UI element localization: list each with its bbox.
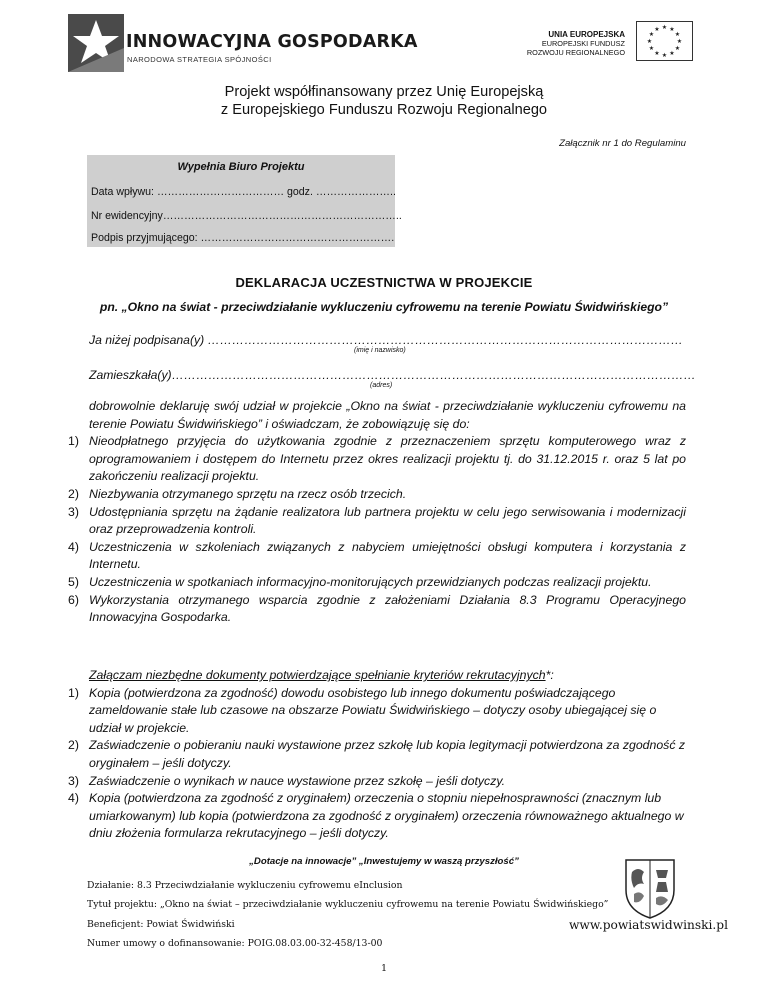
page-number: 1 bbox=[380, 963, 388, 974]
footer-contract-number: Numer umowy o dofinansowanie: POIG.08.03.00-32-458/13-00 bbox=[87, 937, 383, 949]
annex-label: Załącznik nr 1 do Regulaminu bbox=[559, 138, 686, 149]
eu-title: UNIA EUROPEJSKA bbox=[548, 30, 625, 39]
declaration-section bbox=[68, 398, 686, 627]
svg-text:★: ★ bbox=[669, 50, 675, 57]
item-number: 1) bbox=[68, 434, 79, 449]
cofinancing-line-1: Projekt współfinansowany przez Unię Europejską bbox=[224, 84, 544, 100]
svg-text:★: ★ bbox=[654, 26, 660, 33]
list-item bbox=[68, 504, 686, 539]
svg-text:★: ★ bbox=[669, 26, 675, 33]
item-text: Kopia (potwierdzona za zgodność z oryginałem) orzeczenia o stopniu niepełnosprawności (znacznym lub umiarkowanym) lub kopia (potwierdzona za zgodność z oryginałem) orzeczenia równoważnego aktualnego w dniu złożenia formularza rekrutacyjnego – jeśli dotyczy. bbox=[89, 791, 684, 841]
svg-text:★: ★ bbox=[646, 38, 653, 45]
website-link[interactable]: www.powiatswidwinski.pl bbox=[568, 918, 728, 932]
item-text: Uczestniczenia w szkoleniach związanych z nabyciem umiejętności obsługi komputera i korzystania z Internetu. bbox=[89, 539, 686, 572]
document-subtitle: pn. „Okno na świat - przeciwdziałanie wykluczeniu cyfrowemu na terenie Powiatu Świdwińskiego” bbox=[99, 300, 669, 314]
item-text: Wykorzystania otrzymanego wsparcia zgodnie z założeniami Działania 8.3 Programu Operacyjnego Innowacyjna Gospodarka. bbox=[89, 592, 686, 625]
footer-info bbox=[87, 876, 608, 953]
registration-number-field[interactable]: Nr ewidencyjny………………………………………………………….. bbox=[91, 210, 402, 222]
item-text: Zaświadczenie o wynikach w nauce wystawione przez szkołę – jeśli dotyczy. bbox=[89, 773, 505, 788]
item-number: 4) bbox=[68, 539, 79, 554]
ig-star-emblem-icon bbox=[68, 14, 124, 72]
address-caption: (adres) bbox=[370, 382, 393, 389]
item-text: Zaświadczenie o pobieraniu nauki wystawione przez szkołę lub kopia legitymacji potwierdzona za zgodność z oryginałem – jeśli dotyczy. bbox=[89, 738, 686, 770]
item-number: 1) bbox=[68, 685, 79, 700]
svg-text:★: ★ bbox=[654, 50, 660, 57]
footer-project-title: Tytuł projektu: „Okno na świat – przeciwdziałanie wykluczeniu cyfrowemu na terenie Powiatu Świdwińskiego” bbox=[87, 899, 609, 911]
list-item bbox=[68, 486, 686, 504]
item-text: Niezbywania otrzymanego sprzętu na rzecz osób trzecich. bbox=[89, 486, 407, 501]
svg-text:★: ★ bbox=[648, 45, 655, 52]
county-coat-of-arms-icon bbox=[620, 856, 680, 920]
documents-intro-suffix: *: bbox=[545, 668, 554, 682]
list-item bbox=[68, 433, 686, 486]
item-number: 4) bbox=[68, 791, 79, 806]
item-number: 3) bbox=[68, 773, 79, 788]
list-item bbox=[68, 737, 686, 772]
documents-intro: Załączam niezbędne dokumenty potwierdzające spełnianie kryteriów rekrutacyjnych bbox=[89, 668, 546, 682]
office-use-box bbox=[87, 155, 402, 247]
item-text: Nieodpłatnego przyjęcia do użytkowania zgodnie z przeznaczeniem sprzętu komputerowego wraz z oprogramowaniem i dostępem do Internetu przez okres realizacji projektu tj. do 31.12.2015 r. oraz 5 lat po zakończeniu realizacji projektu. bbox=[89, 434, 686, 484]
item-number: 2) bbox=[68, 738, 79, 753]
signatory-name-caption: (imię i nazwisko) bbox=[354, 347, 406, 354]
svg-text:★: ★ bbox=[661, 52, 668, 59]
footer-action-line: Działanie: 8.3 Przeciwdziałanie wykluczeniu cyfrowemu eInclusion bbox=[87, 880, 403, 891]
receiver-signature-field[interactable]: Podpis przyjmującego: ………………………………………………. bbox=[91, 232, 395, 244]
list-item bbox=[68, 539, 686, 574]
receipt-date-field[interactable]: Data wpływu: ……………………………… godz. ………………….. bbox=[91, 186, 396, 198]
address-field[interactable]: Zamieszkała(y)………………………………………………………………………………………………………………… bbox=[89, 368, 696, 382]
signatory-name-field[interactable]: Ja niżej podpisana(y) ……………………………………………………………………………………………………… bbox=[89, 333, 683, 347]
innowacyjna-gospodarka-logo bbox=[68, 14, 418, 74]
list-item bbox=[68, 685, 686, 738]
eu-fund-line: EUROPEJSKI FUNDUSZ bbox=[541, 39, 625, 48]
ig-logo-subtitle: NARODOWA STRATEGIA SPÓJNOŚCI bbox=[127, 55, 272, 64]
eu-fund-line-2: ROZWOJU REGIONALNEGO bbox=[526, 48, 625, 57]
item-text: Udostępniania sprzętu na żądanie realizatora lub partnera projektu w celu jego serwisowania i modernizacji oraz przeprowadzenia kontroli. bbox=[89, 504, 686, 537]
list-item bbox=[68, 773, 686, 791]
slogans: „Dotacje na innowacje” „Inwestujemy w waszą przyszłość” bbox=[249, 856, 519, 867]
cofinancing-line-2: z Europejskiego Funduszu Rozwoju Regionalnego bbox=[220, 102, 548, 118]
document-title: DEKLARACJA UCZESTNICTWA W PROJEKCIE bbox=[235, 275, 533, 290]
list-item bbox=[68, 790, 686, 843]
svg-text:★: ★ bbox=[674, 45, 681, 52]
svg-text:★: ★ bbox=[661, 24, 668, 31]
cofinancing-note bbox=[0, 83, 768, 119]
eu-logo-text bbox=[527, 30, 625, 57]
item-text: Uczestniczenia w spotkaniach informacyjno-monitorujących przewidzianych podczas realizacji projektu. bbox=[89, 574, 652, 589]
svg-text:★: ★ bbox=[648, 31, 655, 38]
item-number: 3) bbox=[68, 504, 79, 519]
svg-text:★: ★ bbox=[676, 38, 683, 45]
item-number: 5) bbox=[68, 574, 79, 589]
list-item bbox=[68, 574, 686, 592]
item-text: Kopia (potwierdzona za zgodność) dowodu osobistego lub innego dokumentu poświadczającego zameldowanie stałe lub czasowe na obszarze Powiatu Świdwińskiego – dotyczy osoby ubiegającej się o udział w projekcie. bbox=[89, 685, 657, 735]
footer-beneficiary: Beneficjent: Powiat Świdwiński bbox=[87, 918, 235, 930]
ig-logo-title: INNOWACYJNA GOSPODARKA bbox=[126, 32, 418, 52]
documents-section bbox=[68, 667, 686, 843]
svg-text:★: ★ bbox=[674, 31, 681, 38]
item-number: 2) bbox=[68, 486, 79, 501]
eu-flag-icon bbox=[636, 21, 693, 61]
declaration-intro: dobrowolnie deklaruję swój udział w projekcie „Okno na świat - przeciwdziałanie wykluczeniu cyfrowemu na terenie Powiatu Świdwińskiego” i oświadczam, że zobowiązuję się do: bbox=[89, 399, 686, 431]
office-box-heading: Wypełnia Biuro Projektu bbox=[177, 161, 305, 173]
list-item bbox=[68, 592, 686, 627]
item-number: 6) bbox=[68, 592, 79, 607]
